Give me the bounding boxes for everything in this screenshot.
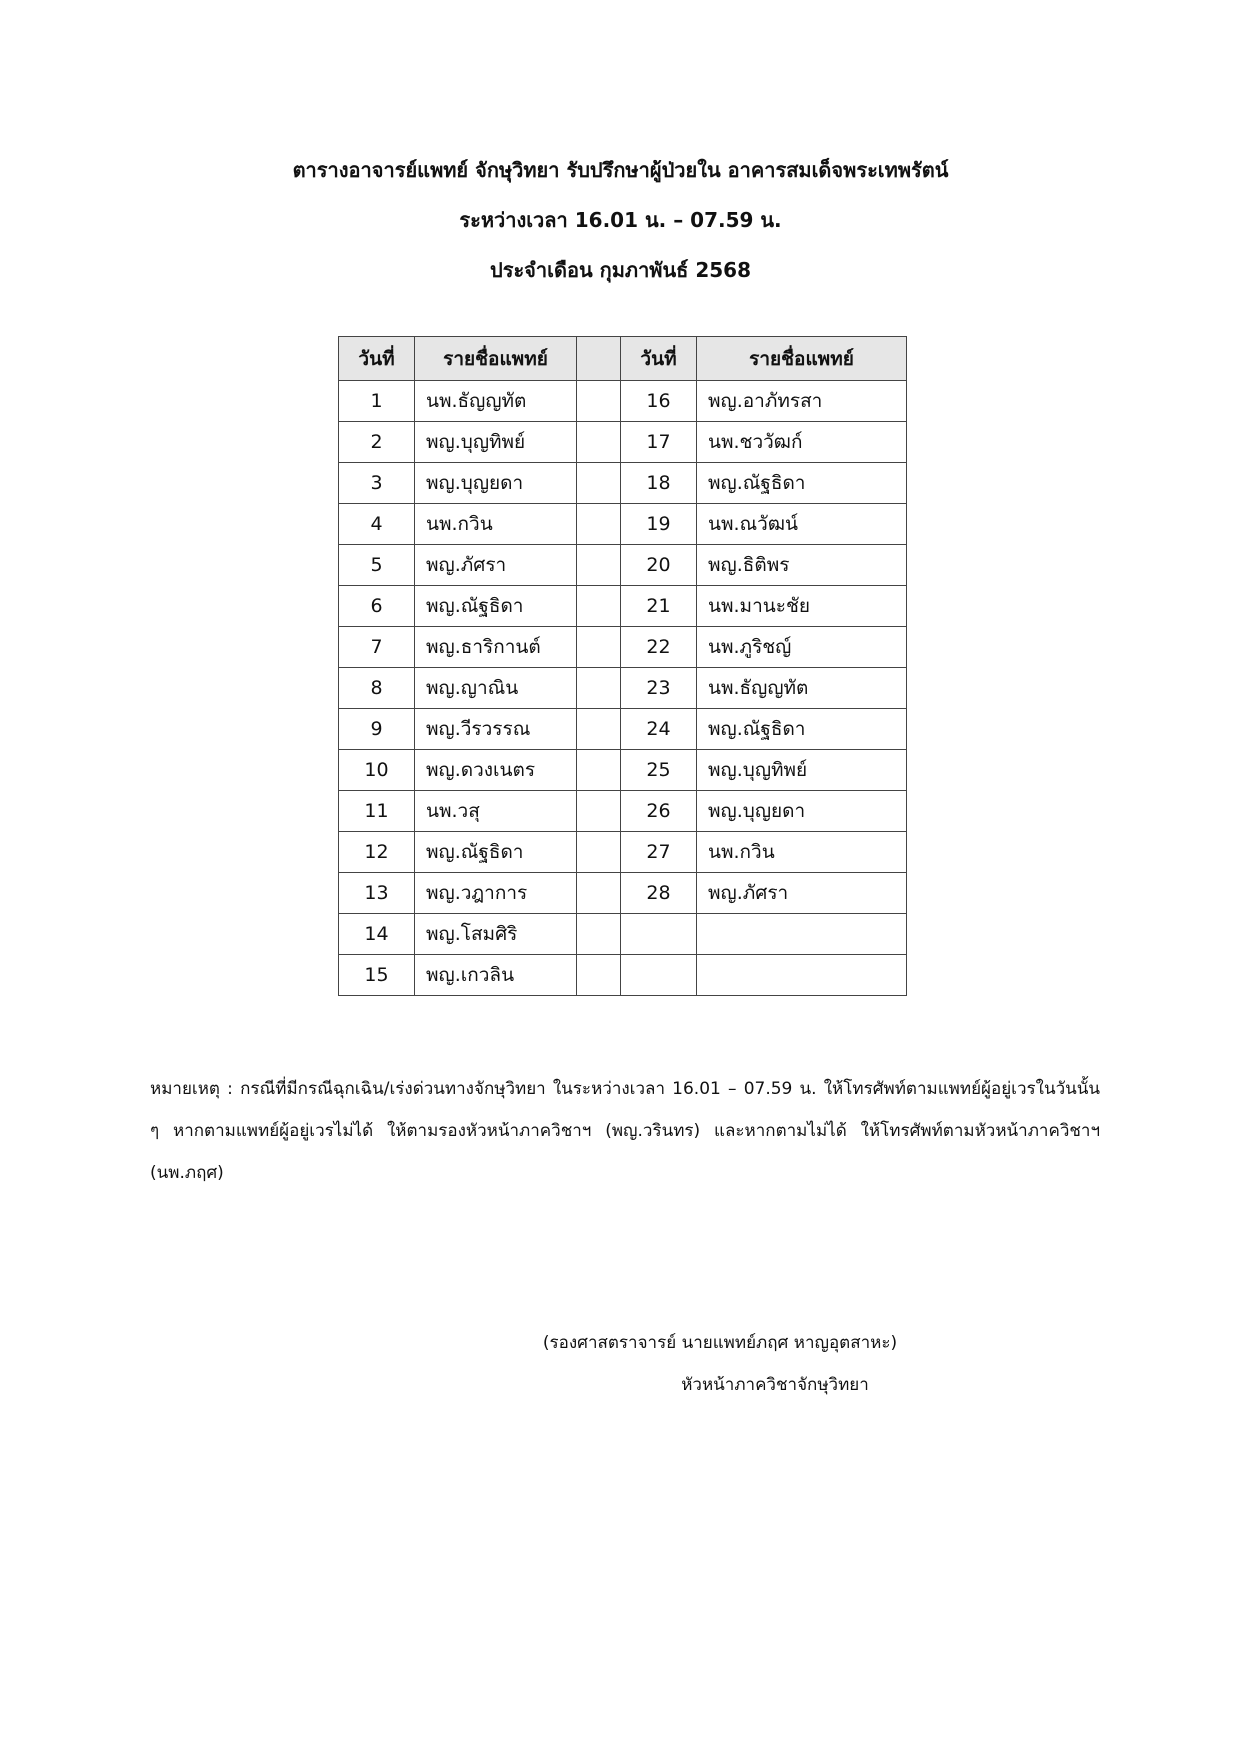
gap-cell	[577, 463, 621, 504]
gap-cell	[577, 750, 621, 791]
doctor-name-cell-2: พญ.ณัฐธิดา	[697, 709, 907, 750]
gap-cell	[577, 422, 621, 463]
table-row	[339, 873, 907, 914]
day-cell: 13	[339, 873, 415, 914]
table-row	[339, 914, 907, 955]
day-cell: 12	[339, 832, 415, 873]
gap-cell	[577, 791, 621, 832]
doctor-name-cell-2: นพ.ภูริชญ์	[697, 627, 907, 668]
day-cell: 6	[339, 586, 415, 627]
table-row	[339, 709, 907, 750]
table-row	[339, 586, 907, 627]
table-header-row	[339, 337, 907, 381]
table-row	[339, 668, 907, 709]
day-cell: 11	[339, 791, 415, 832]
day-cell-2: 18	[621, 463, 697, 504]
doctor-name-cell: พญ.ดวงเนตร	[415, 750, 577, 791]
signature-name: (รองศาสตราจารย์ นายแพทย์ภฤศ หาญอุตสาหะ)	[542, 1333, 898, 1353]
day-cell-2: 24	[621, 709, 697, 750]
table-row	[339, 955, 907, 996]
day-cell-2: 21	[621, 586, 697, 627]
day-cell-2: 16	[621, 381, 697, 422]
day-cell-2: 27	[621, 832, 697, 873]
gap-cell	[577, 627, 621, 668]
doctor-name-cell-2: นพ.มานะชัย	[697, 586, 907, 627]
day-cell-2: 22	[621, 627, 697, 668]
gap-cell	[577, 955, 621, 996]
day-cell-2	[621, 955, 697, 996]
gap-cell	[577, 914, 621, 955]
day-cell-2: 19	[621, 504, 697, 545]
doctor-name-cell-2: พญ.บุญทิพย์	[697, 750, 907, 791]
day-cell: 5	[339, 545, 415, 586]
table-row	[339, 504, 907, 545]
table-row	[339, 422, 907, 463]
doctor-name-cell-2: พญ.ภัศรา	[697, 873, 907, 914]
doctor-name-cell-2: นพ.ธัญญทัต	[697, 668, 907, 709]
title-line-2: ระหว่างเวลา 16.01 น. – 07.59 น.	[459, 208, 782, 232]
gap-cell	[577, 545, 621, 586]
day-cell-2: 25	[621, 750, 697, 791]
table-row	[339, 463, 907, 504]
doctor-name-cell: พญ.ภัศรา	[415, 545, 577, 586]
day-cell: 3	[339, 463, 415, 504]
doctor-name-cell: พญ.บุญทิพย์	[415, 422, 577, 463]
doctor-name-cell: พญ.ธาริกานต์	[415, 627, 577, 668]
title-line-3: ประจำเดือน กุมภาพันธ์ 2568	[490, 258, 751, 282]
doctor-name-cell: นพ.กวิน	[415, 504, 577, 545]
doctor-name-cell: พญ.ณัฐธิดา	[415, 586, 577, 627]
table-row	[339, 750, 907, 791]
gap-cell	[577, 668, 621, 709]
day-cell-2: 23	[621, 668, 697, 709]
gap-cell	[577, 586, 621, 627]
doctor-name-cell: พญ.บุญยดา	[415, 463, 577, 504]
gap-cell	[577, 709, 621, 750]
gap-cell	[577, 504, 621, 545]
day-cell: 8	[339, 668, 415, 709]
day-cell: 9	[339, 709, 415, 750]
table-row	[339, 381, 907, 422]
doctor-name-cell-2: พญ.บุญยดา	[697, 791, 907, 832]
doctor-name-cell: พญ.วีรวรรณ	[415, 709, 577, 750]
doctor-name-cell-2	[697, 955, 907, 996]
schedule-table	[338, 336, 907, 996]
table-row	[339, 791, 907, 832]
doctor-name-cell-2: นพ.ณวัฒน์	[697, 504, 907, 545]
doctor-name-cell: พญ.ญาณิน	[415, 668, 577, 709]
day-cell: 4	[339, 504, 415, 545]
day-cell: 1	[339, 381, 415, 422]
table-row	[339, 832, 907, 873]
doctor-name-cell: พญ.โสมศิริ	[415, 914, 577, 955]
day-cell-2	[621, 914, 697, 955]
day-cell: 2	[339, 422, 415, 463]
header-day: วันที่	[339, 337, 415, 381]
header-day-2: วันที่	[621, 337, 697, 381]
doctor-name-cell: พญ.ณัฐธิดา	[415, 832, 577, 873]
day-cell: 15	[339, 955, 415, 996]
document-title	[0, 150, 1241, 300]
doctor-name-cell-2: พญ.ธิติพร	[697, 545, 907, 586]
day-cell-2: 20	[621, 545, 697, 586]
header-name-2: รายชื่อแพทย์	[697, 337, 907, 381]
doctor-name-cell-2	[697, 914, 907, 955]
header-name: รายชื่อแพทย์	[415, 337, 577, 381]
doctor-name-cell: พญ.เกวลิน	[415, 955, 577, 996]
gap-cell	[577, 873, 621, 914]
doctor-name-cell: นพ.ธัญญทัต	[415, 381, 577, 422]
gap-cell	[577, 832, 621, 873]
day-cell-2: 17	[621, 422, 697, 463]
day-cell: 10	[339, 750, 415, 791]
table-row	[339, 545, 907, 586]
title-line-1: ตารางอาจารย์แพทย์ จักษุวิทยา รับปรึกษาผู้ป่วยใน อาคารสมเด็จพระเทพรัตน์	[292, 158, 949, 182]
gap-cell	[577, 381, 621, 422]
day-cell-2: 26	[621, 791, 697, 832]
header-gap	[577, 337, 621, 381]
doctor-name-cell: นพ.วสุ	[415, 791, 577, 832]
doctor-name-cell-2: พญ.อาภัทรสา	[697, 381, 907, 422]
doctor-name-cell-2: พญ.ณัฐธิดา	[697, 463, 907, 504]
doctor-name-cell-2: นพ.กวิน	[697, 832, 907, 873]
day-cell: 7	[339, 627, 415, 668]
note-text: หมายเหตุ : กรณีที่มีกรณีฉุกเฉิน/เร่งด่วนทางจักษุวิทยา ในระหว่างเวลา 16.01 – 07.59 น. ให้โทรศัพท์ตามแพทย์ผู้อยู่เวรในวันนั้น ๆ หากตามแพทย์ผู้อยู่เวรไม่ได้ ให้ตามรองหัวหน้าภาควิชาฯ (พญ.วรินทร) และหากตามไม่ได้ ให้โทรศัพท์ตามหัวหน้าภาควิชาฯ (นพ.ภฤศ)	[150, 1079, 1100, 1183]
signature-position: หัวหน้าภาควิชาจักษุวิทยา	[681, 1375, 869, 1395]
doctor-name-cell: พญ.วฎาการ	[415, 873, 577, 914]
day-cell: 14	[339, 914, 415, 955]
day-cell-2: 28	[621, 873, 697, 914]
doctor-name-cell-2: นพ.ชววัฒก์	[697, 422, 907, 463]
signature-block	[500, 1322, 940, 1406]
table-row	[339, 627, 907, 668]
